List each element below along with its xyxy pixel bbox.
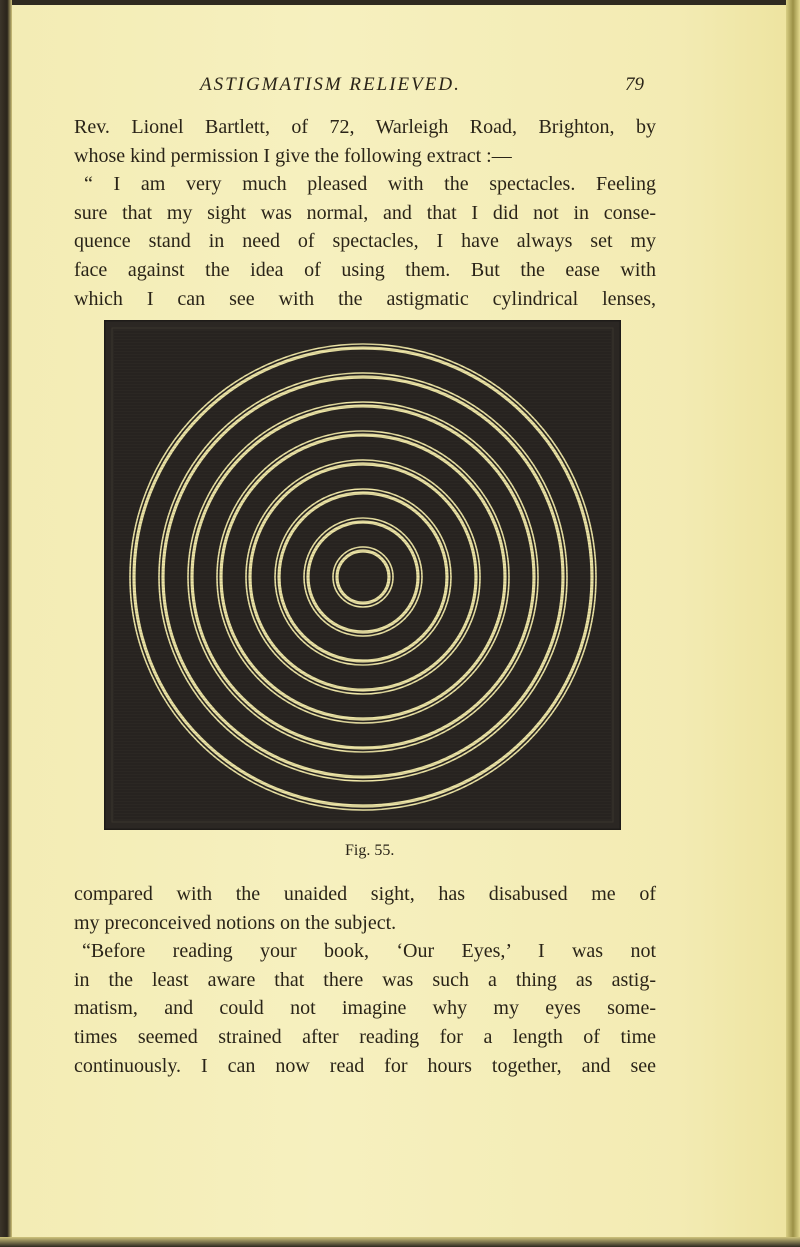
bottom-edge-shadow [0,1237,800,1247]
text-line: sure that my sight was normal, and that I did not in conse- [74,201,656,224]
binding-edge [0,0,12,1247]
text-line: times seemed strained after reading for a length of time [74,1025,656,1048]
text-line: “Before reading your book, ‘Our Eyes,’ I was not [82,940,656,963]
figure-caption: Fig. 55. [345,842,395,859]
text-line: matism, and could not imagine why my eyes some- [74,997,656,1020]
page-fore-edge [786,0,800,1247]
text-line: quence stand in need of spectacles, I have always set my [74,230,656,253]
paragraph-top [74,113,656,313]
top-edge-shadow [0,0,800,5]
text-line: which I can see with the astigmatic cylindrical lenses, [74,287,656,310]
text-line: whose kind permission I give the following extract :— [74,144,512,167]
text-line: my preconceived notions on the subject. [74,911,397,934]
text-line: compared with the unaided sight, has disabused me of [74,883,656,905]
text-line: face against the idea of using them. But the ease with [74,258,656,281]
paragraph-bottom [74,880,656,1080]
rings-diagram [104,320,621,830]
page-number: 79 [625,74,644,95]
text-line: Rev. Lionel Bartlett, of 72, Warleigh Road, Brighton, by [74,116,656,138]
text-line: “ I am very much pleased with the spectacles. Feeling [84,173,656,196]
running-title: ASTIGMATISM RELIEVED. [200,74,461,95]
concentric-rings-figure [104,320,621,830]
text-line: continuously. I can now read for hours together, and see [74,1054,656,1077]
text-line: in the least aware that there was such a thing as astig- [74,968,656,991]
